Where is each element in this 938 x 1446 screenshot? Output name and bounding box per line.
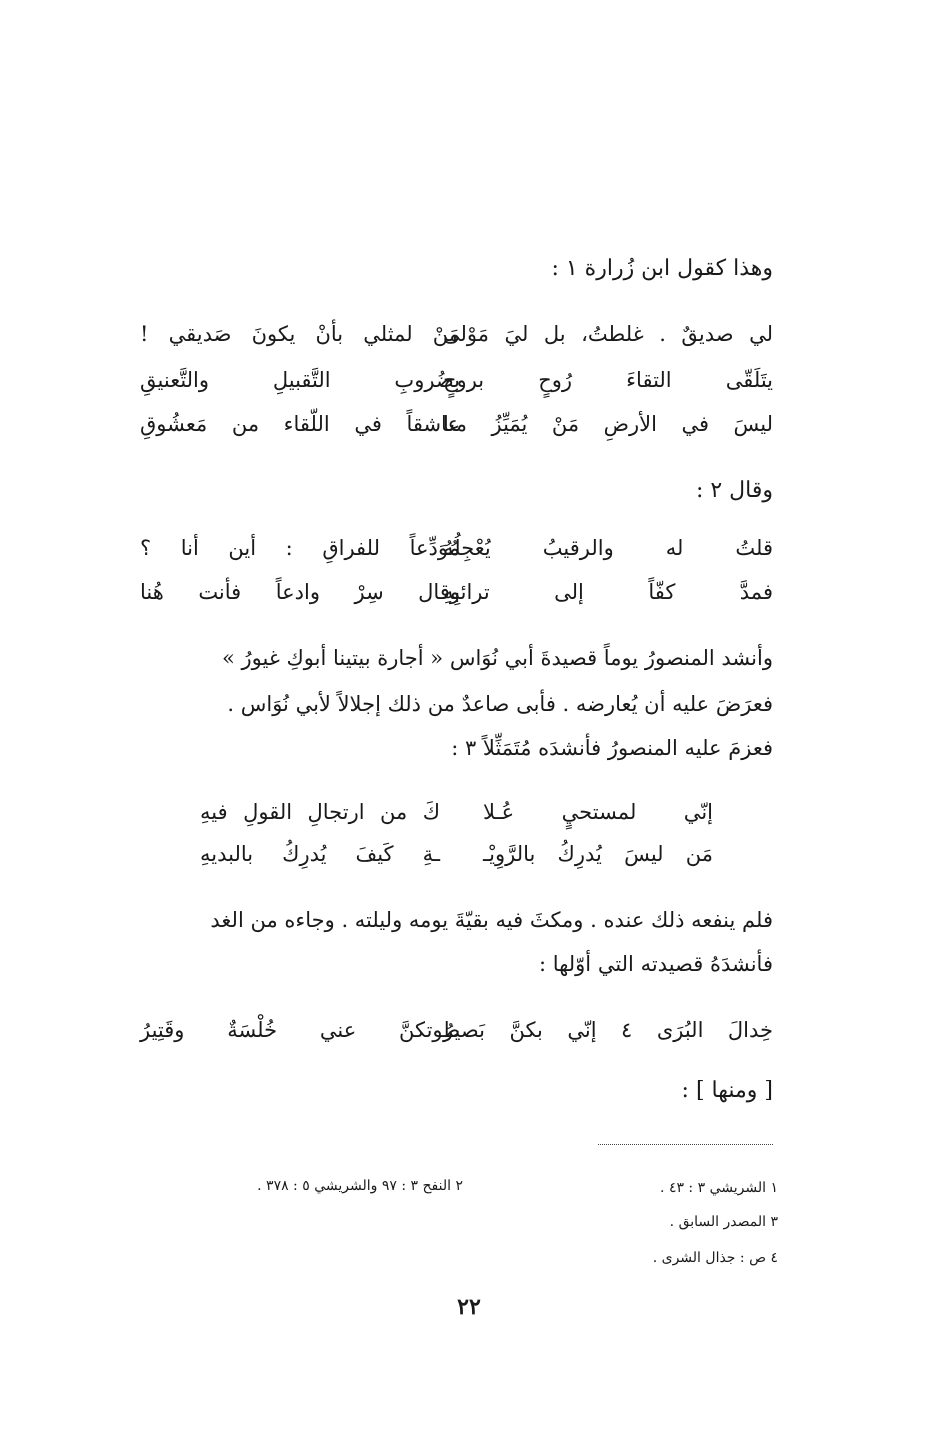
page-number: ٢٢ xyxy=(457,1294,481,1320)
intro-line: وقال ٢ : xyxy=(695,478,773,503)
verse-second-hemistich: مُوَدِّعاً للفراقِ : أين أنا ؟ xyxy=(140,536,460,560)
footnote-4: ٤ ص : جذال الشرى . xyxy=(652,1250,778,1266)
footnote-3: ٣ المصدر السابق . xyxy=(669,1214,778,1230)
paragraph-line: وأنشد المنصورُ يوماً قصيدةَ أبي نُوَاس « أجارة بيتينا أبوكِ غيورُ » xyxy=(221,646,773,670)
verse-row xyxy=(140,580,773,610)
verse-first-hemistich: يتَلَقّى التقاءَ رُوحٍ بروحٍ xyxy=(443,368,773,392)
verse-first-hemistich: ليسَ في الأرضِ مَنْ يُمَيِّزُ منا xyxy=(443,412,773,436)
paragraph-line: فعرَضَ عليه أن يُعارضه . فأبى صاعدٌ من ذلك إجلالاً لأبي نُوَاس . xyxy=(227,692,773,716)
verse-first-hemistich: قلتُ له والرقيبُ يُعْجِلُهُ xyxy=(443,536,773,560)
verse-second-hemistich: وقال سِرْ وادعاً فأنت هُنا xyxy=(140,580,460,604)
verse-row xyxy=(140,368,773,398)
verse-row xyxy=(140,322,773,352)
verse-row xyxy=(140,842,773,872)
verse-row xyxy=(140,412,773,442)
verse-first-hemistich: فمدَّ كفّاً إلى ترائبِهِ xyxy=(443,580,773,604)
verse-second-hemistich: طوتكنَّ عني خُلْسَةٌ وقَتِيرُ xyxy=(140,1018,460,1042)
bracket-line: [ ومنها ] : xyxy=(681,1078,773,1103)
paragraph-line: فعزمَ عليه المنصورُ فأنشدَه مُتَمَثِّلاً ٣ : xyxy=(451,736,773,760)
verse-row xyxy=(140,536,773,566)
verse-second-hemistich: مَنْ لمثلي بأنْ يكونَ صَديقي ! xyxy=(140,322,460,346)
verse-row xyxy=(140,800,773,830)
verse-first-hemistich: لي صديقٌ . غلطتُ، بل ليَ مَوْلى xyxy=(443,322,773,346)
verse-second-hemistich: عاشقاً في اللّقاء من مَعشُوقِ xyxy=(140,412,460,436)
footnote-2: ٢ النفح ٣ : ٩٧ والشريشي ٥ : ٣٧٨ . xyxy=(257,1178,463,1194)
verse-first-hemistich: إنّي لمستحيٍ عُـلا xyxy=(483,800,713,824)
paragraph-line: فأنشدَهُ قصيدته التي أوّلها : xyxy=(538,952,773,976)
verse-second-hemistich: ـةِ كَيفَ يُدرِكُ بالبديهِ xyxy=(200,842,440,866)
paragraph-line: فلم ينفعه ذلك عنده . ومكثَ فيه بقيّةَ يومه وليلته . وجاءه من الغد xyxy=(210,908,773,932)
verse-row xyxy=(140,1018,773,1048)
verse-second-hemistich: بضُروبِ التَّقبيلِ والتَّعنيقِ xyxy=(140,368,460,392)
verse-first-hemistich: خِدالَ البُرَى ٤ إنّي بكنَّ بَصيرُ xyxy=(443,1018,773,1042)
verse-second-hemistich: كَ من ارتجالِ القولِ فيهِ xyxy=(200,800,440,824)
intro-line: وهذا كقول ابن زُرارة ١ : xyxy=(551,256,773,281)
footnote-separator xyxy=(598,1144,773,1145)
verse-first-hemistich: مَن ليسَ يُدرِكُ بالرَّوِيْـ xyxy=(483,842,713,866)
footnote-1: ١ الشريشي ٣ : ٤٣ . xyxy=(660,1180,778,1196)
